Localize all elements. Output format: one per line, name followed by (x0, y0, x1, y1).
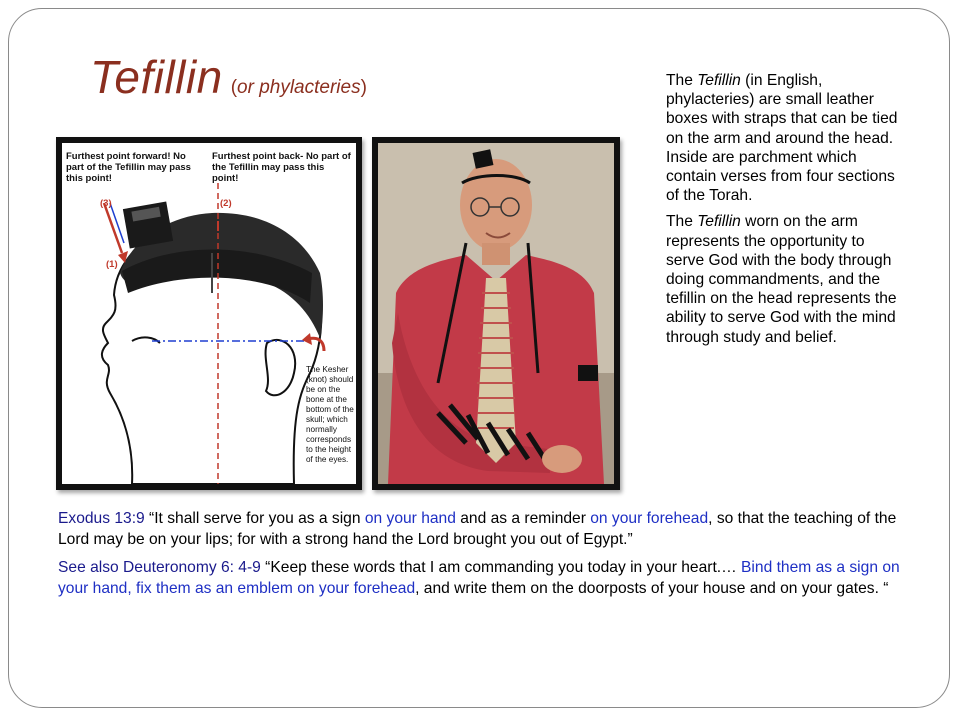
description-text (666, 71, 904, 354)
deuteronomy-quote: See also Deuteronomy 6: 4-9 “Keep these words that I am commanding you today in your heart.… Bind them as a sign on your hand, fix them as an emblem on your forehead, and write them on the doorposts of your house and on your gates. “ (58, 559, 900, 597)
marker-2: (2) (220, 198, 232, 209)
label-furthest-back: Furthest point back- No part of the Tefillin may pass this point! (212, 151, 351, 184)
marker-3: (3) (100, 198, 112, 209)
scripture-text (58, 509, 918, 607)
description-paragraph-1: The Tefillin (in English, phylacteries) are small leather boxes with straps that can be tied on the arm and around the head. Inside are parchment which contain verses from four sections of the Torah. (666, 72, 898, 205)
kesher-note: The Kesher (knot) should be on the bone at the bottom of the skull; which normally corresponds to the height of the eyes. (306, 365, 354, 464)
slide-title (90, 50, 367, 104)
marker-1: (1) (106, 259, 118, 270)
exodus-quote: Exodus 13:9 “It shall serve for you as a sign on your hand and as a reminder on your forehead, so that the teaching of the Lord may be on your lips; for with a strong hand the Lord brought you out of Egypt.” (58, 510, 897, 548)
person-illustration (378, 143, 614, 484)
person-wearing-tefillin-photo (372, 137, 620, 490)
title-main: Tefillin (90, 51, 223, 103)
head-diagram-image (56, 137, 362, 490)
label-furthest-forward: Furthest point forward! No part of the Tefillin may pass this point! (66, 151, 191, 184)
title-subtitle: (or phylacteries) (230, 77, 367, 98)
description-paragraph-2: The Tefillin worn on the arm represents the opportunity to serve God with the body through doing commandments, and the tefillin on the head represents the ability to serve God with the mind through study and belief. (666, 213, 897, 346)
